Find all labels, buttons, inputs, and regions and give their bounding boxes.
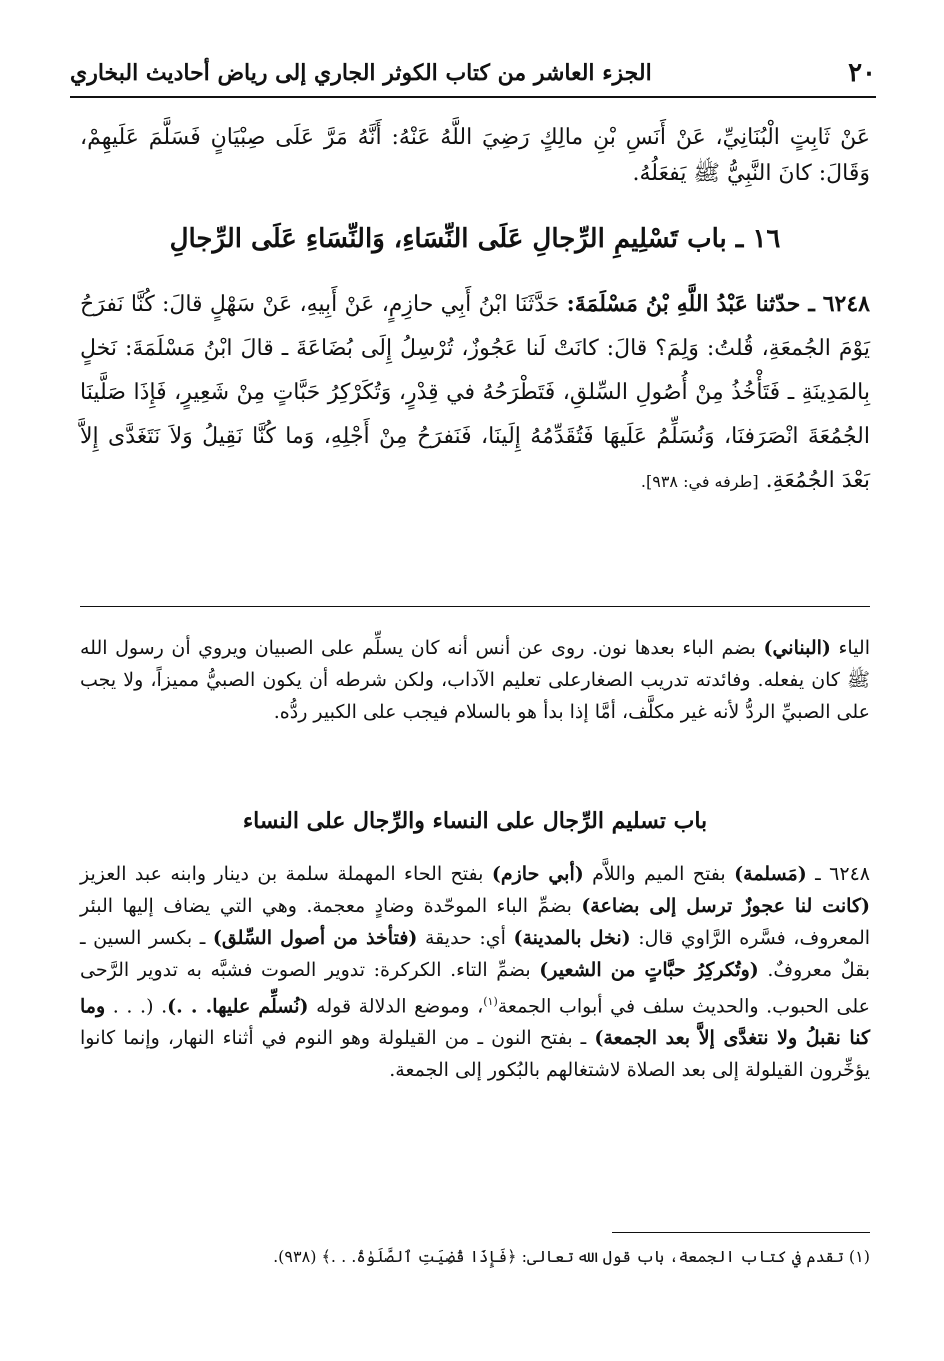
hadith-text bbox=[80, 282, 870, 504]
sharh-text: . (. . . bbox=[112, 995, 168, 1018]
commentary-text: الياء bbox=[838, 637, 870, 659]
hadith-reference: [طرفه في: ٩٣٨]. bbox=[640, 472, 759, 491]
sharh-text: أي: حديقة bbox=[424, 927, 506, 949]
sharh-text: ـ بكسر السين ـ بقلٌ معروفٌ. bbox=[80, 927, 870, 981]
sharh-text: بفتح الميم واللاَّم bbox=[592, 863, 726, 885]
section-divider bbox=[80, 606, 870, 607]
sharh-heading: باب تسليم الرِّجال على النساء والرِّجال على النساء bbox=[242, 808, 708, 834]
sharh-term: (وتُكركِرُ حبَّاتٍ من الشعير) bbox=[539, 959, 759, 981]
sharh-text: ، وموضع الدلالة قوله bbox=[316, 995, 484, 1018]
sharh-text: ٦٢٤٨ ـ bbox=[815, 863, 870, 885]
page-header bbox=[70, 58, 876, 92]
hadith-lead: ٦٢٤٨ ـ حدّثنا عَبْدُ اللَّهِ بْنُ مَسْلَمَةَ: bbox=[566, 291, 870, 317]
footnote: (١) تقدم في كتاب الجمعة، باب قول الله تعالى: ﴿فَإِذَا قُضِيَتِ ٱلصَّلَوٰةُ. . .﴾ (٩٣٨). bbox=[273, 1247, 870, 1266]
hadith-intro: عَنْ ثَابِتٍ الْبُنَانِيِّ، عَنْ أَنَسِ بْنِ مالِكٍ رَضِيَ اللَّهُ عَنْهُ: أَنَّهُ مَرَّ عَلَى صِبْيَانٍ فَسَلَّمَ عَلَيهِمْ، وَقَالَ: كانَ النَّبِيُّ ﷺ يَفعَلُهُ. bbox=[80, 125, 870, 186]
sharh-term: (فتأخذ من أصول السِّلق) bbox=[212, 927, 418, 949]
chapter-heading: ١٦ ـ باب تَسْلِيمِ الرِّجالِ عَلَى النِّسَاءِ، وَالنِّسَاءِ عَلَى الرِّجالِ bbox=[169, 224, 781, 254]
sharh-text: بضمِّ التاء. الكركرة: تدوير الصوت فشبَّه به تدوير الرَّحى على الحبوب. والحديث سلف في أبواب الجمعة bbox=[80, 959, 871, 1018]
header-rule bbox=[70, 96, 876, 98]
sharh-term: (أبي حازم) bbox=[491, 863, 584, 885]
footnote-rule bbox=[612, 1232, 870, 1233]
sharh-term: (نُسلِّم عليها. . .) bbox=[167, 995, 309, 1018]
footnote-marker: (١) bbox=[483, 995, 498, 1008]
sharh-term: (نخل بالمدينة) bbox=[513, 927, 631, 949]
sharh-text: بفتح الحاء المهملة سلمة بن دينار وابنه عبد العزيز bbox=[80, 863, 484, 885]
hadith-body: حَدَّثَنَا ابْنُ أَبِي حازِمٍ، عَنْ أَبِيهِ، عَنْ سَهْلٍ قالَ: كُنَّا نَفرَحُ يَوْمَ الجُمعَةِ، قُلتُ: وَلِمَ؟ قالَ: كانَتْ لَنا عَجُوزٌ، تُرْسِلُ إِلَى بُضَاعَةَ ـ قالَ ابْنُ مَسْلَمَةَ: نَخلٍ بِالمَدِينَةِ ـ فَتَأْخُذُ مِنْ أُصُولِ السِّلقِ، فَتَطْرَحُهُ في قِدْرٍ، وَتُكَرْكِرُ حَبَّاتٍ مِنْ شَعِيرٍ، فَإِذَا صَلَّينَا الجُمُعَةَ انْصَرَفنَا، وَنُسَلِّمُ عَلَيهَا فَتُقَدِّمُهُ إِلَينَا، فَنَفرَحُ مِنْ أَجْلِهِ، وَما كُنَّا نَقِيلُ وَلاَ نَتَغَدَّى إِلاَّ بَعْدَ الجُمُعَةِ. bbox=[80, 292, 870, 493]
page-number: ٢٠ bbox=[848, 58, 876, 88]
sharh-term: وما كنا نقبلُ ولا نتغدَّى إلاَّ بعد الجمعة) bbox=[80, 995, 871, 1050]
running-title: الجزء العاشر من كتاب الكوثر الجاري إلى رياض أحاديث البخاري bbox=[70, 60, 652, 86]
sharh-text: ـ بفتح النون ـ من القيلولة وهو النوم في أثناء النهار، وإنما كانوا يؤخِّرون القيلولة إلى بعد الصلاة لاشتغالهم بالبُكور إلى الجمعة. bbox=[80, 1027, 870, 1082]
sharh-paragraph bbox=[80, 858, 870, 1086]
commentary-paragraph bbox=[80, 632, 870, 728]
sharh-term: (كانت لنا عجوزٌ ترسل إلى بضاعة) bbox=[581, 895, 870, 917]
sharh-term: (مَسلمة) bbox=[734, 863, 807, 885]
sharh-text: بضمِّ الباء الموحّدة وضادٍ معجمة. وهي التي يضاف إليها البئر المعروف، فسَّره الرَّاوي قال: bbox=[80, 895, 871, 949]
commentary-text: بضم الباء بعدها نون. روى عن أنس أنه كان يسلِّم على الصبيان ويروي أن رسول الله ﷺ كان يفعله. وفائدته تدريب الصغارعلى تعليم الآداب، ولكن شرطه أن يكون الصبيُّ مميزاً، ولا يجب على الصبيِّ الردُّ لأنه غير مكلَّف، أمَّا إذا بدأ هو بالسلام فيجب على الكبير ردُّه. bbox=[80, 637, 870, 723]
commentary-term: (البناني) bbox=[763, 637, 831, 659]
